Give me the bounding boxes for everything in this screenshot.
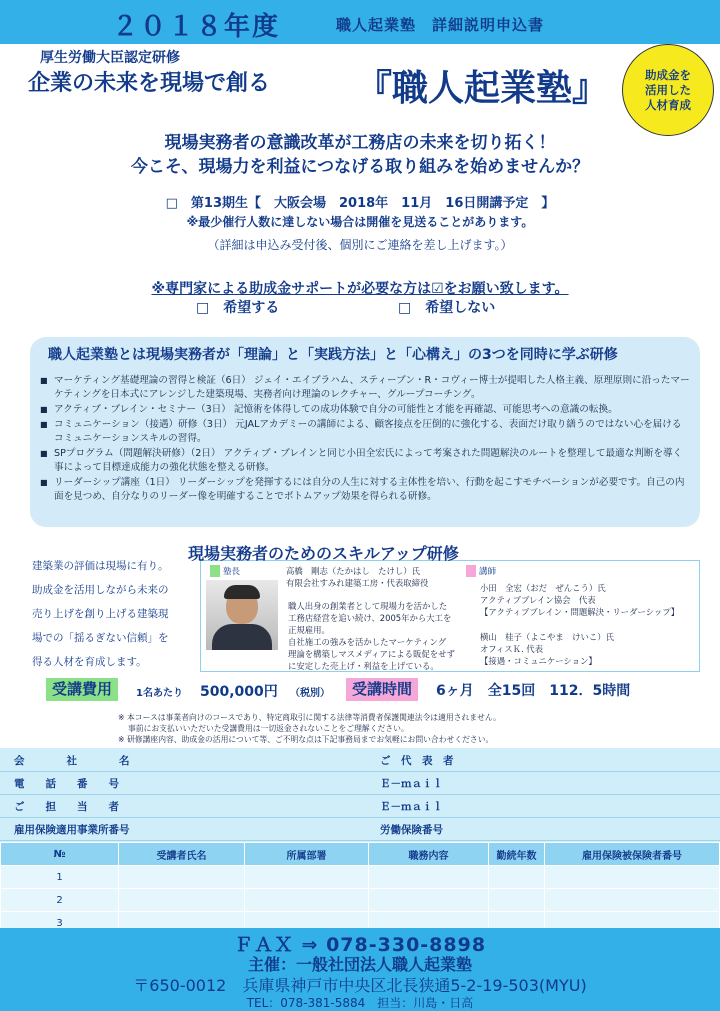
program-list: [40, 374, 690, 505]
minimum-note: ※最少催行人数に達しない場合は開催を見送ることがあります。: [186, 215, 534, 229]
skill-line: 売り上げを創り上げる建築現: [32, 608, 169, 620]
principal-org: 有限会社すみれ建築工房・代表取締役: [286, 578, 429, 588]
lecturer2-org: オフィスＫ. 代表: [480, 644, 544, 654]
main-catchphrase: 企業の未来を現場で創る: [28, 71, 271, 96]
list-item: [40, 374, 690, 402]
table-header-row: [1, 843, 720, 866]
lecturer-tag: 講師: [466, 565, 496, 577]
fee-tax: （税別）: [290, 688, 330, 699]
fee-label: 受講費用: [46, 678, 118, 701]
cell-input[interactable]: [489, 889, 545, 912]
form-row: [0, 794, 720, 818]
attendee-table: [0, 842, 720, 935]
principal-name: 高橋 剛志（たかはし たけし）氏: [286, 566, 420, 576]
year-title: ２０１８年度: [112, 12, 281, 42]
col-no: №: [1, 843, 119, 866]
program-item-text: マーケティング基礎理論の習得と検証（6日） ジェイ・エイブラハム、スティーブン・R・コヴィー博士が提唱した人格主義、原理原則に沿ったマーケティングを日本式にアレンジした建築現場、実務者向け理論のレクチャー、グループコーチング。: [54, 375, 690, 400]
list-item: [40, 476, 690, 504]
badge-line: 活用した: [645, 82, 691, 97]
subsidy-badge: [622, 44, 714, 136]
skill-line: 場での「揺るぎない信頼」を: [32, 632, 169, 644]
email-label: Ｅ－ｍａｉｌ: [380, 778, 443, 790]
cell-input[interactable]: [545, 889, 720, 912]
support-request-note: ※専門家による助成金サポートが必要な方は☑をお願い致します。: [151, 281, 569, 297]
bullet-icon: ■: [40, 478, 48, 487]
lecturer2-name: 横山 桂子（よこやま けいこ）氏: [480, 632, 614, 642]
time-detail: 6ヶ月 全15回 112．5時間: [436, 683, 631, 699]
badge-line: 助成金を: [645, 67, 691, 82]
row-number: 3: [1, 912, 119, 935]
cell-input[interactable]: [245, 889, 369, 912]
program-item-text: アクティブ・ブレイン・セミナー（3日） 記憶術を体得しての成功体験で自分の可能性と才能を再確認、可能思考への意識の転換。: [54, 404, 618, 415]
list-item: [40, 403, 690, 417]
company-label: 会 社 名: [14, 755, 130, 767]
skill-heading: 現場実務者のためのスキルアップ研修: [188, 544, 459, 563]
bio-line: 職人出身の創業者として現場力を活かした: [288, 601, 448, 611]
bio-line: 理論を構築しマスメディアによる販促をせず: [288, 649, 455, 659]
bullet-icon: ■: [40, 420, 48, 429]
organizer: 主催：一般社団法人職人起業塾: [247, 955, 472, 974]
principal-bio: [288, 600, 464, 672]
lecturer1-org: アクティブブレイン協会 代表: [480, 595, 596, 605]
representative-label: ご 代 表 者: [380, 755, 454, 767]
program-item-text: コミュニケーション（接遇）研修（3日） 元JALアカデミーの講師による、顧客接点を圧倒的に強化する、表面だけ取り繕うのではない心を届けるコミュニケーションスキルの習得。: [54, 419, 682, 444]
bullet-icon: ■: [40, 376, 48, 385]
cell-input[interactable]: [545, 866, 720, 889]
cell-input[interactable]: [119, 889, 245, 912]
fine-print: 事前にお支払いいただいた受講費用は一切返金されないことをご理解ください。: [128, 724, 409, 733]
fee-amount: 500,000円: [200, 684, 278, 700]
fee-unit: 1名あたり: [136, 688, 183, 699]
school-name: 『職人起業塾』: [356, 68, 609, 109]
col-duty: 職務内容: [369, 843, 489, 866]
session-checkbox[interactable]: □ 第13期生【 大阪会場 2018年 11月 16日開講予定 】: [165, 196, 555, 211]
col-insurance-no: 雇用保険被保険者番号: [545, 843, 720, 866]
catch-line-2: 今こそ、現場力を利益につなげる取り組みを始めませんか？: [130, 157, 590, 177]
program-item-text: SPプログラム（問題解決研修）（2日） アクティブ・ブレインと同じ小田全宏氏によって考案された問題解決のルートを整理して最適な判断を導く事によって目標達成能力の強化状態を整える研修。: [54, 448, 683, 473]
fine-print: ※ 本コースは事業者向けのコースであり、特定商取引に関する法律等消費者保護関連法令は適用されません。: [118, 713, 501, 722]
time-label: 受講時間: [346, 678, 418, 701]
list-item: [40, 447, 690, 475]
catch-line-1: 現場実務者の意識改革が工務店の未来を切り拓く！: [164, 133, 556, 153]
col-years: 勤続年数: [489, 843, 545, 866]
bullet-icon: ■: [40, 405, 48, 414]
col-name: 受講者氏名: [119, 843, 245, 866]
contact-label: ご 担 当 者: [14, 801, 119, 813]
program-item-text: リーダーシップ講座（1日） リーダーシップを発揮するには自分の人生に対する主体性を培い、行動を起こすモチベーションが必要です。自己の内面を見つめ、自分なりのリーダー像を明確することでボトムアップ効果を得られる研修。: [54, 477, 685, 502]
ministry-certification: 厚生労働大臣認定研修: [40, 50, 180, 66]
bio-line: に安定した売上げ・利益を上げている。: [288, 661, 439, 671]
cell-input[interactable]: [369, 866, 489, 889]
cell-input[interactable]: [119, 866, 245, 889]
bio-line: 正規雇用。: [288, 625, 330, 635]
bio-line: 工務店経営を追い続け、2005年から大工を: [288, 613, 452, 623]
table-row: [1, 866, 720, 889]
header-title: 職人起業塾 詳細説明申込書: [336, 16, 545, 34]
form-row: [0, 771, 720, 795]
detail-note: （詳細は申込み受付後、個別にご連絡を差し上げます。）: [207, 238, 513, 252]
cell-input[interactable]: [369, 889, 489, 912]
skill-line: 得る人材を育成します。: [32, 656, 147, 668]
skill-line: 助成金を活用しながら未来の: [32, 584, 169, 596]
badge-line: 人材育成: [645, 97, 691, 112]
principal-photo: [206, 580, 278, 650]
employment-insurance-label: 雇用保険適用事業所番号: [14, 824, 130, 836]
lecturer1-name: 小田 全宏（おだ ぜんこう）氏: [480, 583, 606, 593]
col-dept: 所属部署: [245, 843, 369, 866]
lecturer2-topic: 【接遇・コミュニケーション】: [480, 656, 597, 666]
fine-print: ※ 研修講座内容、助成金の活用について等、ご不明な点は下記事務局までお気軽にお問い合わせください。: [118, 735, 494, 744]
row-number: 2: [1, 889, 119, 912]
labor-insurance-label: 労働保険番号: [380, 824, 443, 836]
email-label: Ｅ－ｍａｉｌ: [380, 801, 443, 813]
bio-line: 自社施工の強みを活かしたマーケティング: [288, 637, 447, 647]
principal-tag: 塾長: [210, 565, 240, 577]
list-item: [40, 418, 690, 446]
fax-number: ＦＡＸ ⇒ 078-330-8898: [233, 934, 487, 956]
address: 〒650-0012 兵庫県神戸市中央区北長狭通5-2-19-503(MYU): [133, 976, 587, 995]
telephone: TEL：078-381-5884 担当：川島・日高: [246, 996, 474, 1010]
option-no-wish-checkbox[interactable]: □ 希望しない: [398, 300, 496, 316]
table-row: [1, 889, 720, 912]
phone-label: 電 話 番 号: [14, 778, 119, 790]
skill-description: [32, 554, 182, 674]
form-row: [0, 748, 720, 772]
cell-input[interactable]: [245, 866, 369, 889]
option-wish-checkbox[interactable]: □ 希望する: [196, 300, 280, 316]
lecturer1-topic: 【アクティブブレイン・問題解決・リーダーシップ】: [480, 607, 680, 617]
cell-input[interactable]: [489, 866, 545, 889]
program-heading: 職人起業塾とは現場実務者が「理論」と「実践方法」と「心構え」の3つを同時に学ぶ研修: [48, 347, 618, 363]
skill-line: 建築業の評価は現場に有り。: [32, 560, 169, 572]
bullet-icon: ■: [40, 449, 48, 458]
form-row: [0, 817, 720, 841]
row-number: 1: [1, 866, 119, 889]
